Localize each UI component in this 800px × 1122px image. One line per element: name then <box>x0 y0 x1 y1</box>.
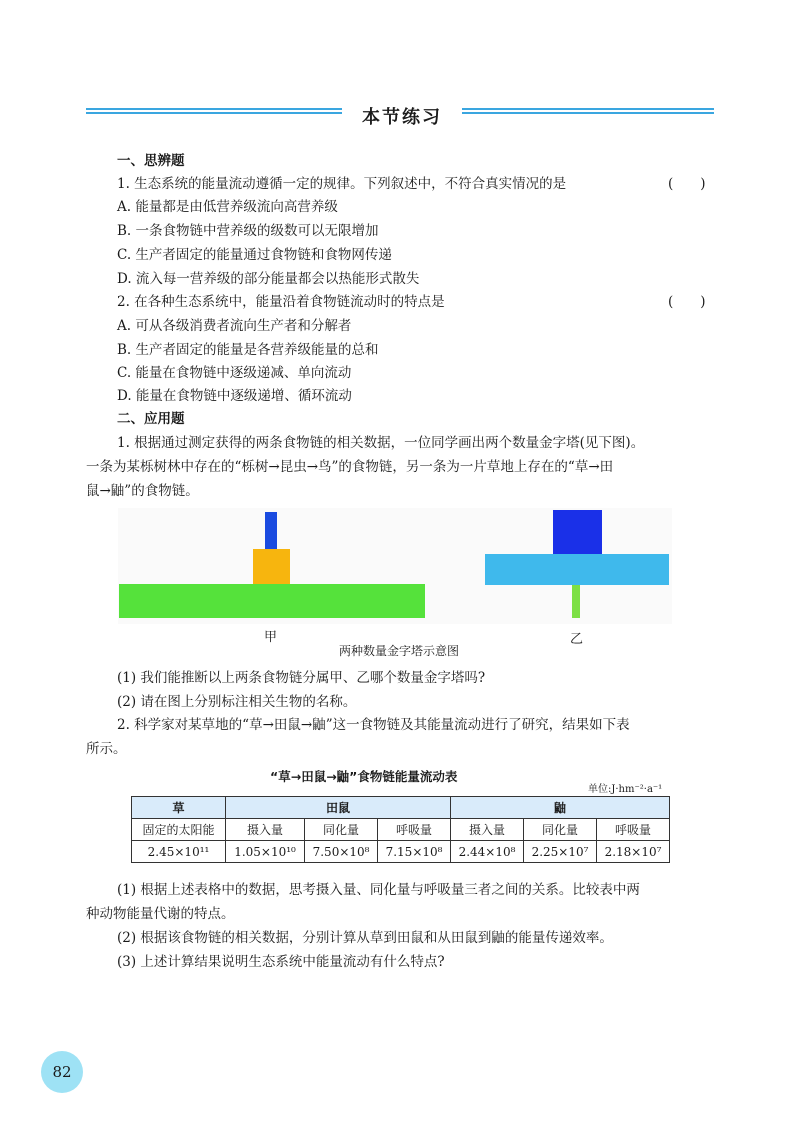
subquestion: (2) 请在图上分别标注相关生物的名称。 <box>117 694 357 710</box>
option-d: D. 能量在食物链中逐级递增、循环流动 <box>117 388 352 404</box>
header-rule-right <box>462 108 714 116</box>
table-group-header: 田鼠 <box>226 797 451 819</box>
table-cell: 2.18×10⁷ <box>596 841 669 863</box>
figure-label-jia: 甲 <box>264 630 278 645</box>
option-b: B. 生产者固定的能量是各营养级能量的总和 <box>117 342 379 358</box>
header-rule-left <box>86 108 342 116</box>
table-cell: 2.44×10⁸ <box>451 841 524 863</box>
subquestion: (1) 根据上述表格中的数据，思考摄入量、同化量与呼吸量三者之间的关系。比较表中两 <box>117 882 640 898</box>
pyramid-jia-top-bar <box>265 512 277 549</box>
question-stem: 2. 在各种生态系统中，能量沿着食物链流动时的特点是 <box>117 294 445 310</box>
subquestion: 种动物能量代谢的特点。 <box>86 906 235 922</box>
question-text: 2. 科学家对某草地的“草→田鼠→鼬”这一食物链及其能量流动进行了研究，结果如下表 <box>117 717 630 733</box>
table-subheader: 摄入量 <box>451 819 524 841</box>
subquestion: (3) 上述计算结果说明生态系统中能量流动有什么特点? <box>117 954 445 970</box>
page-title: 本节练习 <box>362 107 442 128</box>
pyramid-jia-base-bar <box>119 584 425 618</box>
question-stem: 1. 生态系统的能量流动遵循一定的规律。下列叙述中，不符合真实情况的是 <box>117 176 567 192</box>
subquestion: (2) 根据该食物链的相关数据，分别计算从草到田鼠和从田鼠到鼬的能量传递效率。 <box>117 930 613 946</box>
pyramid-jia-middle-block <box>253 549 290 584</box>
table-subheader: 同化量 <box>305 819 378 841</box>
question-text: 1. 根据通过测定获得的两条食物链的相关数据，一位同学画出两个数量金字塔(见下图)。 <box>117 435 645 451</box>
table-group-header: 鼬 <box>451 797 670 819</box>
table-subheader: 固定的太阳能 <box>132 819 226 841</box>
table-cell: 7.15×10⁸ <box>378 841 451 863</box>
figure-caption: 两种数量金字塔示意图 <box>339 644 460 658</box>
page-number: 82 <box>41 1051 83 1093</box>
table-cell: 2.45×10¹¹ <box>132 841 226 863</box>
question-text: 所示。 <box>86 741 127 757</box>
answer-bracket: ( ) <box>668 176 706 192</box>
question-text: 鼠→鼬”的食物链。 <box>86 483 199 499</box>
table-cell: 2.25×10⁷ <box>524 841 597 863</box>
table-cell: 1.05×10¹⁰ <box>226 841 305 863</box>
table-cell: 7.50×10⁸ <box>305 841 378 863</box>
option-b: B. 一条食物链中营养级的级数可以无限增加 <box>117 223 379 239</box>
table-subheader: 摄入量 <box>226 819 305 841</box>
pyramid-yi-top-block <box>553 510 602 554</box>
pyramid-yi-middle-bar <box>485 554 669 585</box>
option-d: D. 流入每一营养级的部分能量都会以热能形式散失 <box>117 271 420 287</box>
table-subheader: 同化量 <box>524 819 597 841</box>
section-heading: 一、思辨题 <box>117 153 185 169</box>
option-c: C. 能量在食物链中逐级递减、单向流动 <box>117 365 352 381</box>
section-heading: 二、应用题 <box>117 411 185 427</box>
question-text: 一条为某栎树林中存在的“栎树→昆虫→鸟”的食物链，另一条为一片草地上存在的“草→田 <box>86 459 614 475</box>
energy-flow-table <box>131 796 670 863</box>
option-a: A. 能量都是由低营养级流向高营养级 <box>117 199 338 215</box>
subquestion: (1) 我们能推断以上两条食物链分属甲、乙哪个数量金字塔吗? <box>117 670 486 686</box>
answer-bracket: ( ) <box>668 294 706 310</box>
table-unit: 单位:J·hm⁻²·a⁻¹ <box>588 784 663 795</box>
table-title: “草→田鼠→鼬”食物链能量流动表 <box>270 769 458 784</box>
table-group-header: 草 <box>132 797 226 819</box>
table-row <box>132 841 670 863</box>
table-subheader: 呼吸量 <box>378 819 451 841</box>
option-a: A. 可从各级消费者流向生产者和分解者 <box>117 318 352 334</box>
pyramid-yi-bottom-bar <box>572 585 580 618</box>
table-group-row <box>132 797 670 819</box>
figure-label-yi: 乙 <box>570 632 584 647</box>
table-subheader: 呼吸量 <box>596 819 669 841</box>
option-c: C. 生产者固定的能量通过食物链和食物网传递 <box>117 247 392 263</box>
table-subheader-row <box>132 819 670 841</box>
